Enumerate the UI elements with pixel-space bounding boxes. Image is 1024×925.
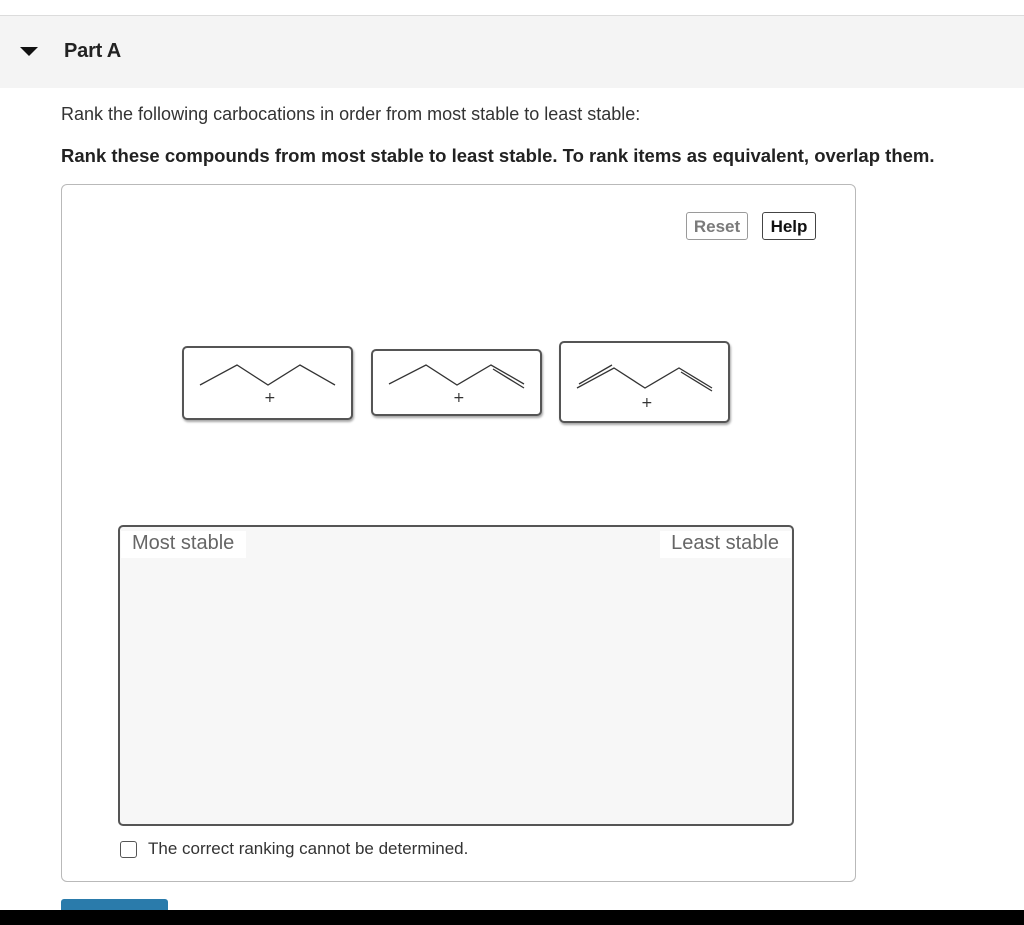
carbocation-3-structure	[561, 343, 728, 421]
caret-down-icon[interactable]	[18, 43, 40, 61]
help-button[interactable]: Help	[762, 212, 816, 240]
ranking-drop-area[interactable]	[118, 525, 794, 826]
ranking-instruction: Rank these compounds from most stable to least stable. To rank items as equivalent, overlap them.	[61, 145, 935, 166]
part-title: Part A	[64, 40, 121, 62]
carbocation-tile-2[interactable]	[371, 349, 542, 416]
question-prompt: Rank the following carbocations in order from most stable to least stable:	[61, 104, 641, 124]
most-stable-label: Most stable	[121, 531, 246, 558]
carbocation-1-structure	[184, 348, 351, 418]
part-header[interactable]	[0, 16, 1024, 88]
charge-label: +	[641, 395, 653, 411]
charge-label: +	[453, 390, 465, 406]
carbocation-2-structure	[373, 351, 540, 414]
least-stable-label: Least stable	[660, 531, 791, 558]
cannot-determine-option[interactable]	[120, 838, 468, 860]
reset-button[interactable]: Reset	[686, 212, 748, 240]
bottom-bar	[0, 910, 1024, 925]
carbocation-tile-3[interactable]	[559, 341, 730, 423]
cannot-determine-label: The correct ranking cannot be determined.	[148, 839, 469, 858]
carbocation-tile-1[interactable]	[182, 346, 353, 420]
charge-label: +	[264, 390, 276, 406]
cannot-determine-checkbox[interactable]	[120, 841, 137, 858]
